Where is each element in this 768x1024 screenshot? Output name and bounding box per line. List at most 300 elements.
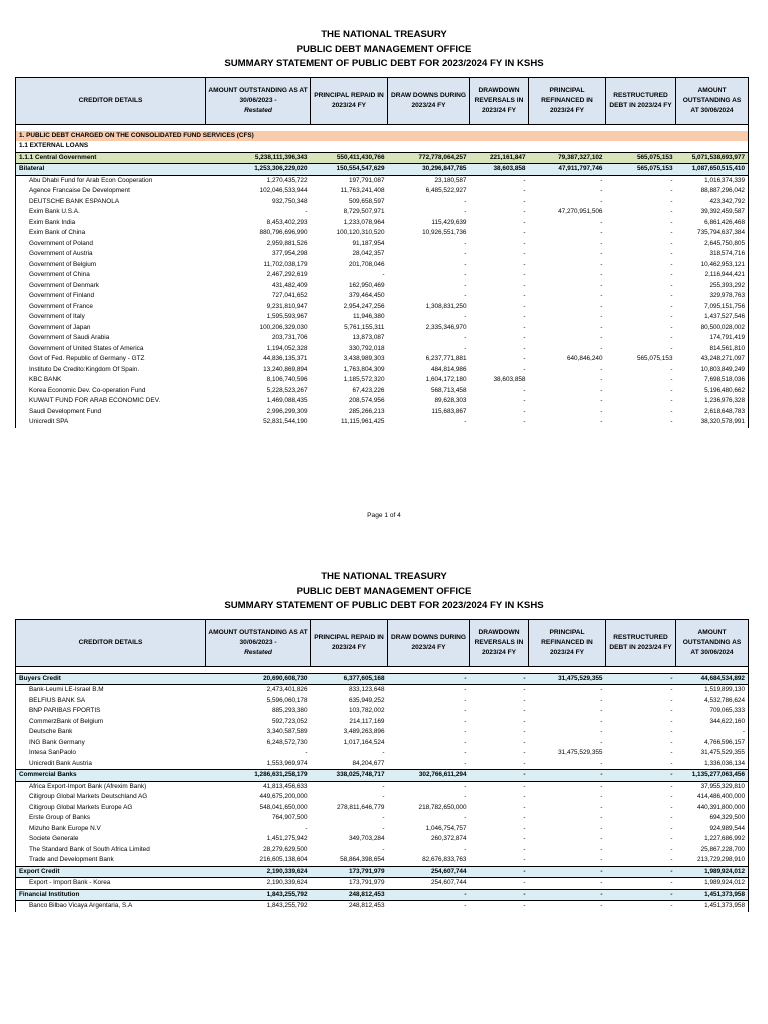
creditor-name-cell: Government of Japan <box>16 323 206 334</box>
amount-cell: - <box>670 229 673 236</box>
table-row <box>16 344 749 355</box>
amount-cell: - <box>464 738 467 746</box>
title-treasury: THE NATIONAL TREASURY <box>321 571 447 582</box>
amount-cell: - <box>670 738 673 746</box>
amount-cell: 255,393,292 <box>676 281 749 292</box>
amount-cell: - <box>670 782 673 790</box>
amount-cell: - <box>600 824 603 832</box>
amount-cell: - <box>523 355 526 362</box>
creditor-name-cell: Bank-Leumi LE-Israel B.M <box>16 685 206 696</box>
col-amount-outstanding-2024: AMOUNT OUTSTANDING AS AT 30/06/2024 <box>676 77 749 124</box>
amount-cell: 38,320,578,991 <box>676 417 749 428</box>
amount-cell: 431,482,409 <box>271 281 308 289</box>
amount-cell: 150,554,547,629 <box>311 164 388 176</box>
amount-cell: - <box>464 707 467 714</box>
creditor-name-cell: KUWAIT FUND FOR ARAB ECONOMIC DEV. <box>16 396 206 407</box>
amount-cell: - <box>523 260 526 268</box>
amount-cell: - <box>670 376 673 383</box>
amount-cell: 5,238,111,396,343 <box>206 152 311 164</box>
amount-cell: - <box>676 727 749 738</box>
amount-cell: 550,411,430,766 <box>311 152 388 164</box>
creditor-name-cell: ING Bank Germany <box>16 738 206 749</box>
amount-cell: - <box>670 803 673 811</box>
amount-cell: 1,451,275,942 <box>266 835 308 842</box>
table-row <box>16 396 749 407</box>
amount-cell: - <box>464 793 467 800</box>
amount-cell: 1,135,277,063,456 <box>676 770 749 782</box>
amount-cell: 1,604,172,180 <box>425 376 467 383</box>
amount-cell: 5,071,538,693,977 <box>676 152 749 164</box>
creditor-name-cell: Agence Francaise De Development <box>16 186 206 197</box>
amount-cell: 10,462,953,121 <box>676 260 749 271</box>
amount-cell: - <box>382 793 385 800</box>
amount-cell: - <box>670 696 673 704</box>
amount-cell: - <box>600 281 603 289</box>
col-creditor-details: CREDITOR DETAILS <box>16 77 206 124</box>
amount-cell: 47,270,951,506 <box>558 208 603 215</box>
amount-cell: 100,120,310,520 <box>336 229 385 236</box>
amount-cell: - <box>464 749 467 756</box>
amount-cell: - <box>382 782 385 790</box>
amount-cell: - <box>382 271 385 278</box>
amount-cell: 885,293,380 <box>271 707 308 714</box>
amount-cell: 173,791,979 <box>311 866 388 878</box>
amount-cell: - <box>600 835 603 842</box>
amount-cell: 423,342,792 <box>676 197 749 208</box>
amount-cell: - <box>670 856 673 863</box>
amount-cell: 23,180,587 <box>434 176 467 184</box>
creditor-name-cell: Financial Institution <box>16 889 206 901</box>
table-row <box>16 260 749 271</box>
amount-cell: 8,106,740,596 <box>266 376 308 383</box>
col-draw-downs: DRAW DOWNS DURING 2023/24 FY <box>388 77 470 124</box>
table-row <box>16 333 749 344</box>
amount-cell: - <box>670 271 673 278</box>
amount-cell: 2,190,339,624 <box>206 866 311 878</box>
table-row <box>16 417 749 428</box>
amount-cell: - <box>670 176 673 184</box>
amount-cell: 1,087,650,515,410 <box>676 164 749 176</box>
amount-cell: - <box>470 866 529 878</box>
amount-cell: 509,658,597 <box>348 197 385 205</box>
amount-cell: - <box>523 239 526 247</box>
amount-cell: - <box>600 260 603 268</box>
amount-cell: - <box>470 673 529 685</box>
amount-cell: - <box>606 889 676 901</box>
col-principal-repaid: PRINCIPAL REPAID IN 2023/24 FY <box>311 77 388 124</box>
subsection-row-external-loans: 1.1 EXTERNAL LOANS <box>16 141 749 152</box>
amount-cell: - <box>529 866 606 878</box>
amount-cell: 1,185,572,320 <box>343 376 385 383</box>
creditor-name-cell: Africa Export-Import Bank (Afrexim Bank) <box>16 781 206 792</box>
amount-cell: 218,782,650,000 <box>418 803 467 811</box>
amount-cell: 197,791,087 <box>348 176 385 184</box>
amount-cell: 1,336,036,134 <box>676 759 749 770</box>
amount-cell: - <box>600 197 603 205</box>
amount-cell: 1,286,631,258,179 <box>206 770 311 782</box>
amount-cell: 213,729,298,910 <box>676 855 749 866</box>
amount-cell: 82,676,833,763 <box>422 856 467 863</box>
amount-cell: - <box>600 323 603 331</box>
creditor-name-cell: Government of Saudi Arabia <box>16 333 206 344</box>
table-row <box>16 738 749 749</box>
amount-cell: 8,453,402,293 <box>266 218 308 226</box>
amount-cell: - <box>523 814 526 821</box>
amount-cell: - <box>600 218 603 226</box>
amount-cell: 201,708,046 <box>348 260 385 268</box>
col-restructured: RESTRUCTURED DEBT IN 2023/24 FY <box>606 619 676 666</box>
creditor-name-cell: Government of Italy <box>16 312 206 323</box>
creditor-name-cell: Erste Group of Banks <box>16 813 206 824</box>
amount-cell: - <box>523 365 526 373</box>
amount-cell: - <box>670 902 673 909</box>
amount-cell: - <box>464 344 467 352</box>
amount-cell: 5,228,523,267 <box>266 386 308 394</box>
table-row <box>16 878 749 890</box>
amount-cell: - <box>523 418 526 425</box>
amount-cell: - <box>670 218 673 226</box>
amount-cell: 2,618,648,783 <box>676 407 749 418</box>
amount-cell: - <box>670 717 673 725</box>
amount-cell: 7,095,151,756 <box>676 302 749 313</box>
debt-table-page-2 <box>15 619 749 912</box>
amount-cell: 6,237,771,881 <box>425 355 467 362</box>
amount-cell: - <box>523 824 526 832</box>
amount-cell: - <box>670 260 673 268</box>
creditor-name-cell: Buyers Credit <box>16 673 206 685</box>
amount-cell: - <box>670 187 673 194</box>
col-creditor-details: CREDITOR DETAILS <box>16 619 206 666</box>
amount-cell: - <box>670 879 673 886</box>
creditor-name-cell: Abu Dhabi Fund for Arab Econ Cooperation <box>16 175 206 186</box>
amount-cell: 13,873,087 <box>352 334 385 341</box>
amount-cell: - <box>600 782 603 790</box>
amount-cell: - <box>600 292 603 299</box>
col-restructured: RESTRUCTURED DEBT IN 2023/24 FY <box>606 77 676 124</box>
amount-cell: - <box>600 313 603 320</box>
amount-cell: - <box>670 208 673 215</box>
title-office: PUBLIC DEBT MANAGEMENT OFFICE <box>296 43 472 55</box>
amount-cell: 67,423,226 <box>352 386 385 394</box>
creditor-name-cell: Intesa SanPaolo <box>16 748 206 759</box>
amount-cell: - <box>464 313 467 320</box>
amount-cell: 1,270,435,722 <box>266 176 308 184</box>
amount-cell: - <box>523 271 526 278</box>
amount-cell: - <box>600 239 603 247</box>
amount-cell: 565,075,153 <box>606 152 676 164</box>
amount-cell: - <box>670 407 673 415</box>
table-row <box>16 824 749 835</box>
creditor-name-cell: Government of France <box>16 302 206 313</box>
amount-cell: 2,473,401,826 <box>266 686 308 693</box>
amount-cell: - <box>523 793 526 800</box>
col-principal-repaid: PRINCIPAL REPAID IN 2023/24 FY <box>311 619 388 666</box>
amount-cell: 565,075,153 <box>636 355 673 362</box>
amount-cell: - <box>464 759 467 767</box>
table-row <box>16 270 749 281</box>
table-row <box>16 706 749 717</box>
col-amount-outstanding-2024: AMOUNT OUTSTANDING AS AT 30/06/2024 <box>676 619 749 666</box>
table-header-row <box>16 619 749 666</box>
amount-cell: - <box>523 717 526 725</box>
amount-cell: - <box>600 793 603 800</box>
table-row <box>16 302 749 313</box>
amount-cell: 377,954,298 <box>271 250 308 257</box>
amount-cell: - <box>523 707 526 714</box>
amount-cell: - <box>464 782 467 790</box>
creditor-name-cell: Trade and Development Bank <box>16 855 206 866</box>
amount-cell: 41,813,456,633 <box>263 782 308 790</box>
amount-cell: - <box>464 334 467 341</box>
amount-cell: 260,372,874 <box>430 835 467 842</box>
table-row <box>16 239 749 250</box>
amount-cell: - <box>464 281 467 289</box>
amount-cell: 709,065,333 <box>676 706 749 717</box>
amount-cell: - <box>670 749 673 756</box>
amount-cell: 221,161,847 <box>470 152 529 164</box>
amount-cell: - <box>670 365 673 373</box>
amount-cell: - <box>470 889 529 901</box>
amount-cell: 1,194,052,328 <box>266 344 308 352</box>
amount-cell: - <box>382 814 385 821</box>
amount-cell: 932,750,348 <box>271 197 308 205</box>
amount-cell: 91,187,954 <box>352 239 385 247</box>
amount-cell: - <box>523 197 526 205</box>
amount-cell: 344,622,160 <box>676 717 749 728</box>
amount-cell: - <box>600 397 603 404</box>
table-row <box>16 748 749 759</box>
amount-cell: 28,279,629,500 <box>263 845 308 853</box>
creditor-name-cell: Government of Belgium <box>16 260 206 271</box>
amount-cell: - <box>670 323 673 331</box>
amount-cell: 79,387,327,102 <box>529 152 606 164</box>
amount-cell: - <box>670 250 673 257</box>
amount-cell: - <box>523 696 526 704</box>
amount-cell: 3,489,263,896 <box>343 728 385 735</box>
title-treasury: THE NATIONAL TREASURY <box>321 29 447 40</box>
amount-cell: 115,683,867 <box>431 407 467 415</box>
table-row <box>16 281 749 292</box>
amount-cell: - <box>523 281 526 289</box>
amount-cell: 30,296,847,785 <box>388 164 470 176</box>
amount-cell: - <box>523 313 526 320</box>
amount-cell: 1,308,831,250 <box>425 302 467 310</box>
amount-cell: 214,117,169 <box>349 717 385 725</box>
amount-cell: 39,392,459,587 <box>676 207 749 218</box>
amount-cell: 100,206,329,030 <box>259 323 308 331</box>
amount-cell: - <box>600 376 603 383</box>
col-principal-refinanced: PRINCIPAL REFINANCED IN 2023/24 FY <box>529 77 606 124</box>
amount-cell: - <box>600 250 603 257</box>
amount-cell: 694,329,500 <box>676 813 749 824</box>
amount-cell: - <box>600 845 603 853</box>
amount-cell: - <box>523 292 526 299</box>
table-row <box>16 781 749 792</box>
amount-cell: 1,451,373,958 <box>676 889 749 901</box>
amount-cell: 1,843,255,792 <box>206 889 311 901</box>
amount-cell: 3,438,989,303 <box>343 355 385 362</box>
creditor-name-cell: Government of Finland <box>16 291 206 302</box>
table-row <box>16 727 749 738</box>
amount-cell: 115,429,639 <box>431 218 467 226</box>
amount-cell: 10,926,551,736 <box>422 229 467 236</box>
amount-cell: - <box>670 845 673 853</box>
table-row <box>16 291 749 302</box>
amount-cell: - <box>600 334 603 341</box>
amount-cell: - <box>600 803 603 811</box>
amount-cell: 1,989,924,012 <box>676 878 749 890</box>
amount-cell: 3,340,587,589 <box>266 728 308 735</box>
amount-cell: 6,485,522,927 <box>425 187 467 194</box>
amount-cell: 89,628,303 <box>434 397 467 404</box>
amount-cell: 4,766,596,157 <box>676 738 749 749</box>
amount-cell: - <box>523 323 526 331</box>
amount-cell: 338,025,748,717 <box>311 770 388 782</box>
table-row <box>16 696 749 707</box>
amount-cell: - <box>670 344 673 352</box>
amount-cell: - <box>670 418 673 425</box>
amount-cell: 38,603,858 <box>493 376 526 383</box>
table-row <box>16 354 749 365</box>
amount-cell: 640,846,240 <box>566 355 603 362</box>
amount-cell: 278,811,646,779 <box>336 803 385 811</box>
amount-cell: 11,115,961,425 <box>341 418 385 425</box>
amount-cell: - <box>464 418 467 425</box>
amount-cell: - <box>305 208 308 215</box>
amount-cell: 4,532,786,624 <box>676 696 749 707</box>
amount-cell: 318,574,716 <box>676 249 749 260</box>
amount-cell: 248,812,453 <box>311 889 388 901</box>
amount-cell: - <box>523 856 526 863</box>
amount-cell: 31,475,529,355 <box>529 673 606 685</box>
amount-cell: - <box>464 902 467 909</box>
amount-cell: 1,437,527,546 <box>676 312 749 323</box>
amount-cell: 772,778,064,257 <box>388 152 470 164</box>
amount-cell: 449,675,200,000 <box>259 793 308 800</box>
amount-cell: 379,464,450 <box>348 292 385 299</box>
amount-cell: - <box>523 397 526 404</box>
amount-cell: 11,702,038,179 <box>263 260 308 268</box>
amount-cell: - <box>670 386 673 394</box>
amount-cell: 880,796,696,990 <box>259 229 308 236</box>
amount-cell: - <box>523 902 526 909</box>
creditor-name-cell: CommerzBank of Belgium <box>16 717 206 728</box>
col-drawdown-reversals: DRAWDOWN REVERSALS IN 2023/24 FY <box>470 77 529 124</box>
amount-cell: 11,946,380 <box>352 313 385 320</box>
amount-cell: - <box>670 302 673 310</box>
amount-cell: - <box>606 866 676 878</box>
amount-cell: - <box>670 313 673 320</box>
amount-cell: 203,731,706 <box>271 334 308 341</box>
creditor-name-cell: Bilateral <box>16 164 206 176</box>
amount-cell: 7,698,518,036 <box>676 375 749 386</box>
group-row <box>16 866 749 878</box>
amount-cell: 1,519,899,130 <box>676 685 749 696</box>
amount-cell: - <box>600 176 603 184</box>
table-row <box>16 207 749 218</box>
amount-cell: 6,248,572,730 <box>266 738 308 746</box>
amount-cell: - <box>529 770 606 782</box>
col-drawdown-reversals: DRAWDOWN REVERSALS IN 2023/24 FY <box>470 619 529 666</box>
amount-cell: 1,253,306,229,020 <box>206 164 311 176</box>
amount-cell: 173,791,979 <box>348 879 385 886</box>
amount-cell: 440,391,800,000 <box>676 803 749 814</box>
amount-cell: - <box>670 707 673 714</box>
amount-cell: 254,607,744 <box>388 866 470 878</box>
amount-cell: - <box>600 344 603 352</box>
amount-cell: - <box>670 281 673 289</box>
amount-cell: - <box>464 260 467 268</box>
table-row <box>16 197 749 208</box>
amount-cell: 37,955,329,810 <box>676 781 749 792</box>
amount-cell: - <box>388 889 470 901</box>
group-row-bilateral <box>16 164 749 176</box>
creditor-name-cell: BNP PARIBAS FPORTIS <box>16 706 206 717</box>
table-row <box>16 312 749 323</box>
amount-cell: - <box>670 686 673 693</box>
amount-cell: 330,792,018 <box>348 344 385 352</box>
amount-cell: - <box>600 696 603 704</box>
amount-cell: 2,335,346,970 <box>425 323 467 331</box>
amount-cell: 1,843,255,792 <box>266 902 308 909</box>
title-statement: SUMMARY STATEMENT OF PUBLIC DEBT FOR 2023/2024 FY IN KSHS <box>224 58 544 69</box>
table-row <box>16 813 749 824</box>
amount-cell: - <box>523 334 526 341</box>
amount-cell: 248,812,453 <box>348 902 385 909</box>
amount-cell: - <box>600 386 603 394</box>
amount-cell: 102,046,533,944 <box>259 187 308 194</box>
amount-cell: 548,041,650,000 <box>259 803 308 811</box>
amount-cell: 592,723,052 <box>271 717 308 725</box>
amount-cell: 349,703,284 <box>348 835 385 842</box>
amount-cell: 764,907,500 <box>271 814 308 821</box>
creditor-name-cell: Govt of Fed. Republic of Germany - GTZ <box>16 354 206 365</box>
amount-cell: 1,017,164,524 <box>343 738 385 746</box>
amount-cell: 1,227,686,992 <box>676 834 749 845</box>
amount-cell: 47,911,797,746 <box>529 164 606 176</box>
amount-cell: - <box>670 793 673 800</box>
creditor-name-cell: BELFIUS BANK SA <box>16 696 206 707</box>
table-row <box>16 845 749 856</box>
amount-cell: 103,782,002 <box>348 707 385 714</box>
amount-cell: 6,377,605,168 <box>311 673 388 685</box>
amount-cell: - <box>523 386 526 394</box>
amount-cell: 1,595,593,967 <box>266 313 308 320</box>
amount-cell: - <box>600 814 603 821</box>
table-row <box>16 834 749 845</box>
amount-cell: - <box>382 845 385 853</box>
amount-cell: - <box>523 187 526 194</box>
amount-cell: - <box>600 717 603 725</box>
amount-cell: 80,500,028,002 <box>676 323 749 334</box>
col-amount-outstanding-2023: AMOUNT OUTSTANDING AS AT 30/06/2023 - Restated <box>206 77 311 124</box>
col-amount-outstanding-2023: AMOUNT OUTSTANDING AS AT 30/06/2023 - Restated <box>206 619 311 666</box>
amount-cell: 20,690,608,730 <box>206 673 311 685</box>
amount-cell: 52,831,544,190 <box>263 418 308 425</box>
amount-cell: 1,236,976,328 <box>676 396 749 407</box>
creditor-name-cell: Citigroup Global Markets Europe AG <box>16 803 206 814</box>
table-row <box>16 365 749 376</box>
amount-cell: - <box>382 749 385 756</box>
amount-cell: 9,231,810,947 <box>266 302 308 310</box>
amount-cell: - <box>600 302 603 310</box>
amount-cell: 38,603,858 <box>470 164 529 176</box>
creditor-name-cell: Korea Economic Dev. Co-operation Fund <box>16 386 206 397</box>
amount-cell: - <box>670 197 673 205</box>
creditor-name-cell: Mizuho Bank Europe N.V <box>16 824 206 835</box>
amount-cell: - <box>464 696 467 704</box>
amount-cell: - <box>305 824 308 832</box>
